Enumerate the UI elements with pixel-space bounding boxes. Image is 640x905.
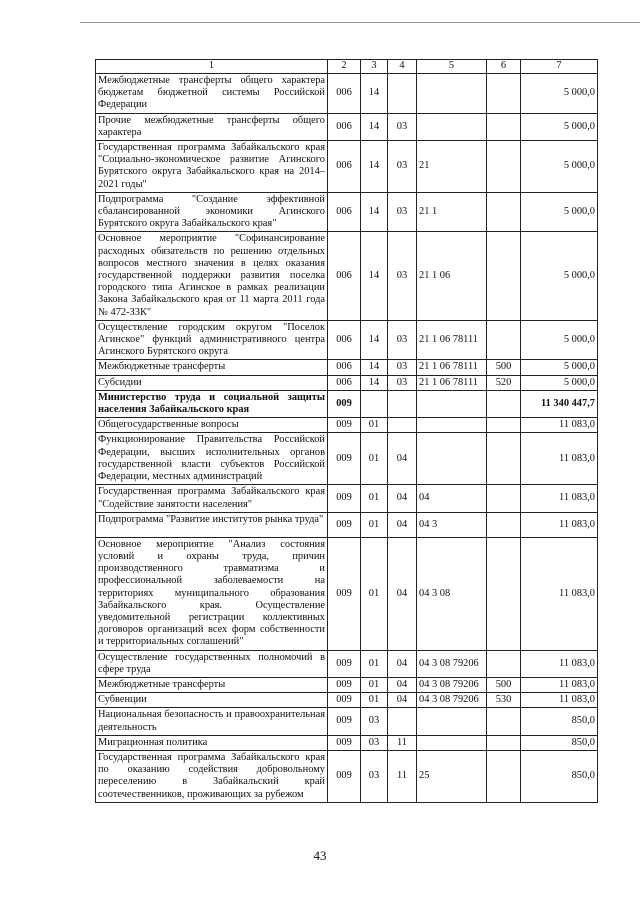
code-ministry: 009 (328, 750, 361, 802)
row-name: Межбюджетные трансферты (96, 677, 328, 692)
code-ministry: 009 (328, 433, 361, 485)
code-expense-type (487, 192, 521, 232)
amount: 11 083,0 (521, 418, 598, 433)
budget-table (95, 59, 598, 803)
amount: 850,0 (521, 750, 598, 802)
row-name: Государственная программа Забайкальского края по оказанию содействия добровольному переселению в Забайкальский край соотечественников, проживающих за рубежом (96, 750, 328, 802)
amount: 5 000,0 (521, 74, 598, 114)
table-row (96, 485, 598, 512)
amount: 850,0 (521, 735, 598, 750)
code-subsection (388, 418, 417, 433)
table-row (96, 693, 598, 708)
row-name: Общегосударственные вопросы (96, 418, 328, 433)
table-row (96, 418, 598, 433)
code-section: 14 (361, 74, 388, 114)
table-row (96, 750, 598, 802)
column-header: 2 (328, 60, 361, 74)
code-section: 14 (361, 192, 388, 232)
row-name: Национальная безопасность и правоохранительная деятельность (96, 708, 328, 735)
code-target-article: 21 1 06 78111 (417, 375, 487, 390)
column-header: 4 (388, 60, 417, 74)
table-row (96, 232, 598, 320)
amount: 11 340 447,7 (521, 390, 598, 417)
code-subsection (388, 708, 417, 735)
row-name: Субсидии (96, 375, 328, 390)
code-ministry: 006 (328, 360, 361, 375)
amount: 5 000,0 (521, 113, 598, 140)
code-section: 01 (361, 537, 388, 650)
code-subsection: 04 (388, 512, 417, 537)
code-expense-type (487, 708, 521, 735)
table-row (96, 141, 598, 193)
code-subsection (388, 390, 417, 417)
code-expense-type: 500 (487, 360, 521, 375)
code-ministry: 009 (328, 650, 361, 677)
row-name: Подпрограмма "Развитие институтов рынка труда" (96, 512, 328, 537)
code-section: 01 (361, 433, 388, 485)
code-expense-type (487, 232, 521, 320)
code-expense-type (487, 750, 521, 802)
code-ministry: 006 (328, 74, 361, 114)
code-ministry: 009 (328, 677, 361, 692)
code-subsection: 03 (388, 113, 417, 140)
code-section: 01 (361, 693, 388, 708)
code-ministry: 006 (328, 375, 361, 390)
table-row (96, 537, 598, 650)
table-row (96, 390, 598, 417)
code-expense-type (487, 113, 521, 140)
code-expense-type (487, 650, 521, 677)
row-name: Государственная программа Забайкальского края "Содействие занятости населения" (96, 485, 328, 512)
page-number: 43 (313, 848, 327, 863)
code-subsection: 04 (388, 485, 417, 512)
table-row (96, 375, 598, 390)
code-expense-type (487, 320, 521, 360)
amount: 5 000,0 (521, 320, 598, 360)
code-expense-type: 500 (487, 677, 521, 692)
code-section: 01 (361, 650, 388, 677)
table-row (96, 192, 598, 232)
code-target-article: 04 3 (417, 512, 487, 537)
code-ministry: 009 (328, 512, 361, 537)
code-section: 01 (361, 485, 388, 512)
table-body (96, 60, 598, 803)
code-subsection: 11 (388, 750, 417, 802)
amount: 11 083,0 (521, 537, 598, 650)
amount: 5 000,0 (521, 360, 598, 375)
code-subsection: 03 (388, 192, 417, 232)
code-target-article (417, 390, 487, 417)
code-ministry: 006 (328, 141, 361, 193)
column-header: 7 (521, 60, 598, 74)
code-subsection: 04 (388, 693, 417, 708)
code-ministry: 006 (328, 232, 361, 320)
code-target-article (417, 433, 487, 485)
code-subsection: 03 (388, 320, 417, 360)
code-ministry: 009 (328, 708, 361, 735)
row-name: Субвенции (96, 693, 328, 708)
code-subsection: 03 (388, 375, 417, 390)
code-target-article: 04 3 08 79206 (417, 693, 487, 708)
code-target-article: 04 3 08 79206 (417, 677, 487, 692)
table-row (96, 320, 598, 360)
code-target-article: 21 1 06 (417, 232, 487, 320)
code-target-article: 21 1 (417, 192, 487, 232)
row-name: Осуществление государственных полномочий в сфере труда (96, 650, 328, 677)
code-ministry: 009 (328, 693, 361, 708)
row-name: Подпрограмма "Создание эффективной сбалансированной экономики Агинского Бурятского округа Забайкальского края" (96, 192, 328, 232)
table-row (96, 735, 598, 750)
code-subsection: 04 (388, 677, 417, 692)
code-ministry: 009 (328, 485, 361, 512)
code-section: 14 (361, 141, 388, 193)
amount: 850,0 (521, 708, 598, 735)
code-ministry: 009 (328, 390, 361, 417)
code-target-article: 04 3 08 79206 (417, 650, 487, 677)
code-subsection: 04 (388, 650, 417, 677)
code-section: 01 (361, 677, 388, 692)
column-header: 3 (361, 60, 388, 74)
code-section: 14 (361, 320, 388, 360)
amount: 5 000,0 (521, 232, 598, 320)
row-name: Государственная программа Забайкальского края "Социально-экономическое развитие Агинского Бурятского округа Забайкальского края на 2014–2021 годы" (96, 141, 328, 193)
code-ministry: 006 (328, 192, 361, 232)
code-section: 14 (361, 360, 388, 375)
column-header: 5 (417, 60, 487, 74)
code-subsection: 04 (388, 537, 417, 650)
code-ministry: 009 (328, 418, 361, 433)
row-name: Основное мероприятие "Анализ состояния условий и охраны труда, причин производственного травматизма и профессиональной заболеваемости на территориях муниципального образования Забайкальского края. Осуществление уведомительной регистрации коллективных договоров организаций всех форм собственности и территориальных соглашений" (96, 537, 328, 650)
table-row (96, 360, 598, 375)
row-name: Межбюджетные трансферты общего характера бюджетам бюджетной системы Российской Федерации (96, 74, 328, 114)
row-name: Министерство труда и социальной защиты населения Забайкальского края (96, 390, 328, 417)
code-expense-type (487, 512, 521, 537)
amount: 5 000,0 (521, 375, 598, 390)
code-section: 03 (361, 735, 388, 750)
code-expense-type (487, 735, 521, 750)
row-name: Межбюджетные трансферты (96, 360, 328, 375)
code-target-article: 21 1 06 78111 (417, 320, 487, 360)
code-target-article (417, 113, 487, 140)
amount: 11 083,0 (521, 693, 598, 708)
row-name: Функционирование Правительства Российской Федерации, высших исполнительных органов государственной власти субъектов Российской Федерации, местных администраций (96, 433, 328, 485)
code-section: 14 (361, 375, 388, 390)
code-expense-type: 520 (487, 375, 521, 390)
table-row (96, 512, 598, 537)
amount: 5 000,0 (521, 141, 598, 193)
code-section: 14 (361, 113, 388, 140)
table-row (96, 74, 598, 114)
table-row (96, 650, 598, 677)
column-header: 1 (96, 60, 328, 74)
code-target-article: 04 (417, 485, 487, 512)
code-target-article: 25 (417, 750, 487, 802)
code-expense-type (487, 485, 521, 512)
code-section: 01 (361, 512, 388, 537)
table-row (96, 708, 598, 735)
code-target-article (417, 735, 487, 750)
code-section: 14 (361, 232, 388, 320)
amount: 11 083,0 (521, 433, 598, 485)
code-target-article (417, 708, 487, 735)
code-subsection: 11 (388, 735, 417, 750)
code-expense-type (487, 433, 521, 485)
code-expense-type (487, 537, 521, 650)
code-subsection: 04 (388, 433, 417, 485)
table-row (96, 677, 598, 692)
column-header: 6 (487, 60, 521, 74)
top-rule (80, 22, 640, 23)
code-target-article: 21 (417, 141, 487, 193)
amount: 11 083,0 (521, 677, 598, 692)
code-expense-type (487, 74, 521, 114)
code-subsection (388, 74, 417, 114)
code-subsection: 03 (388, 360, 417, 375)
code-ministry: 006 (328, 113, 361, 140)
code-expense-type (487, 390, 521, 417)
code-expense-type (487, 141, 521, 193)
row-name: Прочие межбюджетные трансферты общего характера (96, 113, 328, 140)
code-expense-type (487, 418, 521, 433)
amount: 11 083,0 (521, 650, 598, 677)
table-header-row (96, 60, 598, 74)
code-target-article: 21 1 06 78111 (417, 360, 487, 375)
table-row (96, 113, 598, 140)
table-row (96, 433, 598, 485)
row-name: Осуществление городским округом "Поселок Агинское" функций административного центра Агинского Бурятского округа (96, 320, 328, 360)
code-target-article (417, 74, 487, 114)
amount: 5 000,0 (521, 192, 598, 232)
code-target-article (417, 418, 487, 433)
code-ministry: 009 (328, 537, 361, 650)
amount: 11 083,0 (521, 512, 598, 537)
amount: 11 083,0 (521, 485, 598, 512)
code-section: 01 (361, 418, 388, 433)
code-section: 03 (361, 708, 388, 735)
row-name: Основное мероприятие "Софинансирование расходных обязательств по решению отдельных вопросов местного значения в целях оказания государственной поддержки развития поселка городского типа Агинское в рамках реализации Закона Забайкальского края от 11 марта 2011 года № 472-ЗЗК" (96, 232, 328, 320)
code-subsection: 03 (388, 141, 417, 193)
code-section: 03 (361, 750, 388, 802)
code-ministry: 009 (328, 735, 361, 750)
row-name: Миграционная политика (96, 735, 328, 750)
code-expense-type: 530 (487, 693, 521, 708)
code-subsection: 03 (388, 232, 417, 320)
code-section (361, 390, 388, 417)
code-target-article: 04 3 08 (417, 537, 487, 650)
code-ministry: 006 (328, 320, 361, 360)
